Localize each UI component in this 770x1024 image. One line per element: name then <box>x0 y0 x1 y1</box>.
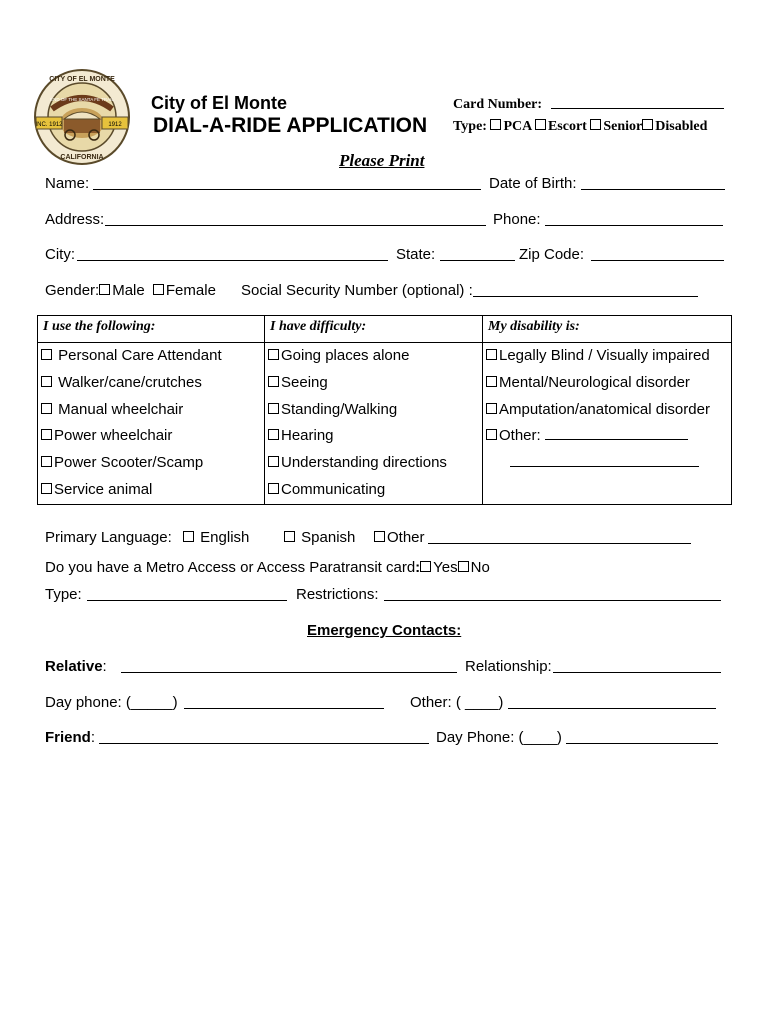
restrictions-field[interactable] <box>384 600 721 601</box>
item-label: Hearing <box>281 427 334 445</box>
language-label: Primary Language: <box>45 529 172 546</box>
name-label: Name: <box>45 175 90 192</box>
seal-banner-text: END OF THE SANTA FE TRAIL <box>50 97 114 102</box>
checkbox-legally-blind[interactable] <box>486 349 497 360</box>
checkbox-english[interactable] <box>183 531 194 542</box>
metro-type-field[interactable] <box>87 600 287 601</box>
option-male: Male <box>112 282 145 299</box>
option-senior: Senior <box>603 119 643 134</box>
needs-table <box>37 315 732 505</box>
checkbox-walker[interactable] <box>41 376 52 387</box>
phone-field[interactable] <box>545 225 723 226</box>
checkbox-amputation[interactable] <box>486 403 497 414</box>
emergency-heading: Emergency Contacts: <box>307 622 462 639</box>
list-item <box>483 343 731 370</box>
zip-label: Zip Code: <box>519 246 585 263</box>
list-item <box>265 450 482 477</box>
language-other <box>374 529 425 546</box>
list-item <box>38 343 264 370</box>
option-no: No <box>470 559 490 576</box>
address-field[interactable] <box>105 225 486 226</box>
phone-label: Phone: <box>493 211 541 228</box>
list-item <box>38 370 264 397</box>
checkbox-female[interactable] <box>153 284 164 295</box>
checkbox-hearing[interactable] <box>268 429 279 440</box>
day-phone-field[interactable] <box>184 708 384 709</box>
card-number-label: Card Number: <box>453 97 543 112</box>
checkbox-other-disability[interactable] <box>486 429 497 440</box>
friend-day-phone-field[interactable] <box>566 743 718 744</box>
seal-right-year: 1912 <box>108 122 122 128</box>
language-spanish <box>284 529 355 546</box>
city-field[interactable] <box>77 260 388 261</box>
checkbox-no[interactable] <box>458 561 469 572</box>
list-item <box>38 423 264 450</box>
other-phone-field[interactable] <box>508 708 716 709</box>
list-item <box>265 423 482 450</box>
relationship-field[interactable] <box>553 672 721 673</box>
card-type-row <box>453 119 707 135</box>
item-label: Seeing <box>281 373 328 391</box>
checkbox-pca[interactable] <box>490 119 501 130</box>
item-label: Standing/Walking <box>281 400 398 418</box>
checkbox-mental[interactable] <box>486 376 497 387</box>
form-title: DIAL-A-RIDE APPLICATION <box>153 114 428 137</box>
item-label: Communicating <box>281 480 386 498</box>
item-label: Mental/Neurological disorder <box>499 373 690 391</box>
metro-row <box>45 559 490 576</box>
friend-field[interactable] <box>99 743 429 744</box>
checkbox-male[interactable] <box>99 284 110 295</box>
name-field[interactable] <box>93 189 481 190</box>
item-label: Understanding directions <box>281 454 447 472</box>
item-label: Walker/cane/crutches <box>58 373 202 391</box>
col-disability <box>483 343 732 505</box>
option-female: Female <box>165 282 216 299</box>
please-print: Please Print <box>339 151 425 170</box>
option-language-other: Other <box>387 529 425 546</box>
item-label: Personal Care Attendant <box>58 347 222 364</box>
relative-label: Relative <box>45 658 103 675</box>
friend-day-phone-label: Day Phone: (____) <box>436 729 562 746</box>
list-item <box>265 397 482 424</box>
checkbox-manual-wheelchair[interactable] <box>41 403 52 414</box>
address-label: Address: <box>45 211 105 228</box>
col-use <box>38 343 265 505</box>
col-header-disability: My disability is: <box>483 316 732 343</box>
other-phone-label: Other: ( ____) <box>410 694 504 711</box>
ssn-label: Social Security Number (optional) : <box>241 282 473 299</box>
list-item <box>483 397 731 424</box>
friend-colon: : <box>90 729 96 746</box>
item-label: Manual wheelchair <box>58 400 184 418</box>
checkbox-language-other[interactable] <box>374 531 385 542</box>
list-item <box>265 343 482 370</box>
item-label: Power wheelchair <box>54 427 173 445</box>
friend-label: Friend <box>45 729 91 746</box>
ssn-field[interactable] <box>473 296 698 297</box>
option-spanish: Spanish <box>301 529 356 546</box>
list-item <box>38 450 264 477</box>
seal-left-year: INC. 1912 <box>35 122 63 128</box>
other-disability-field[interactable] <box>545 425 688 440</box>
gender-label: Gender: <box>45 282 100 299</box>
state-label: State: <box>396 246 436 263</box>
option-pca: PCA <box>503 119 532 134</box>
option-yes: Yes <box>433 559 458 576</box>
checkbox-pca-attendant[interactable] <box>41 349 52 360</box>
list-item <box>265 477 482 504</box>
checkbox-escort[interactable] <box>535 119 546 130</box>
language-english <box>183 529 249 546</box>
other-disability-field-2[interactable] <box>510 452 699 467</box>
card-number-field[interactable] <box>551 108 724 109</box>
col-header-use: I use the following: <box>38 316 265 343</box>
relative-field[interactable] <box>121 672 457 673</box>
city-name: City of El Monte <box>151 93 287 113</box>
metro-question: Do you have a Metro Access or Access Paratransit card <box>45 559 416 576</box>
zip-field[interactable] <box>591 260 724 261</box>
list-item <box>265 370 482 397</box>
checkbox-understanding[interactable] <box>268 456 279 467</box>
option-escort: Escort <box>547 119 587 134</box>
checkbox-standing[interactable] <box>268 403 279 414</box>
seal-bottom-text: CALIFORNIA <box>60 154 104 161</box>
item-label: Amputation/anatomical disorder <box>499 400 710 418</box>
checkbox-communicating[interactable] <box>268 483 279 494</box>
list-item <box>483 450 731 477</box>
metro-type-label: Type: <box>45 586 82 603</box>
relative-row <box>45 658 107 675</box>
language-other-field[interactable] <box>428 543 691 544</box>
card-type-label: Type: <box>453 119 487 134</box>
list-item <box>483 370 731 397</box>
restrictions-label: Restrictions: <box>296 586 379 603</box>
checkbox-power-scooter[interactable] <box>41 456 52 467</box>
col-header-difficulty: I have difficulty: <box>265 316 483 343</box>
checkbox-yes[interactable] <box>420 561 431 572</box>
item-label: Going places alone <box>281 347 410 364</box>
item-label: Legally Blind / Visually impaired <box>499 347 710 364</box>
seal-top-text: CITY OF EL MONTE <box>49 76 115 83</box>
checkbox-service-animal[interactable] <box>41 483 52 494</box>
relationship-label: Relationship: <box>465 658 552 675</box>
item-label: Power Scooter/Scamp <box>54 454 204 472</box>
list-item <box>483 423 731 450</box>
metro-colon: : <box>415 559 421 576</box>
checkbox-power-wheelchair[interactable] <box>41 429 52 440</box>
dob-field[interactable] <box>581 189 725 190</box>
checkbox-spanish[interactable] <box>284 531 295 542</box>
item-label: Service animal <box>54 480 153 498</box>
list-item <box>38 477 264 504</box>
item-label: Other: <box>499 427 541 445</box>
checkbox-disabled[interactable] <box>642 119 653 130</box>
friend-row <box>45 729 95 746</box>
checkbox-senior[interactable] <box>590 119 601 130</box>
city-seal-logo <box>30 67 134 167</box>
relative-colon: : <box>102 658 107 675</box>
list-item <box>38 397 264 424</box>
checkbox-going-places[interactable] <box>268 349 279 360</box>
checkbox-seeing[interactable] <box>268 376 279 387</box>
option-english: English <box>200 529 250 546</box>
gender-row <box>45 282 216 299</box>
city-label: City: <box>45 246 75 263</box>
state-field[interactable] <box>440 260 515 261</box>
col-difficulty <box>265 343 483 505</box>
dob-label: Date of Birth: <box>489 175 577 192</box>
day-phone-label: Day phone: (_____) <box>45 694 178 711</box>
option-disabled: Disabled <box>655 119 708 134</box>
